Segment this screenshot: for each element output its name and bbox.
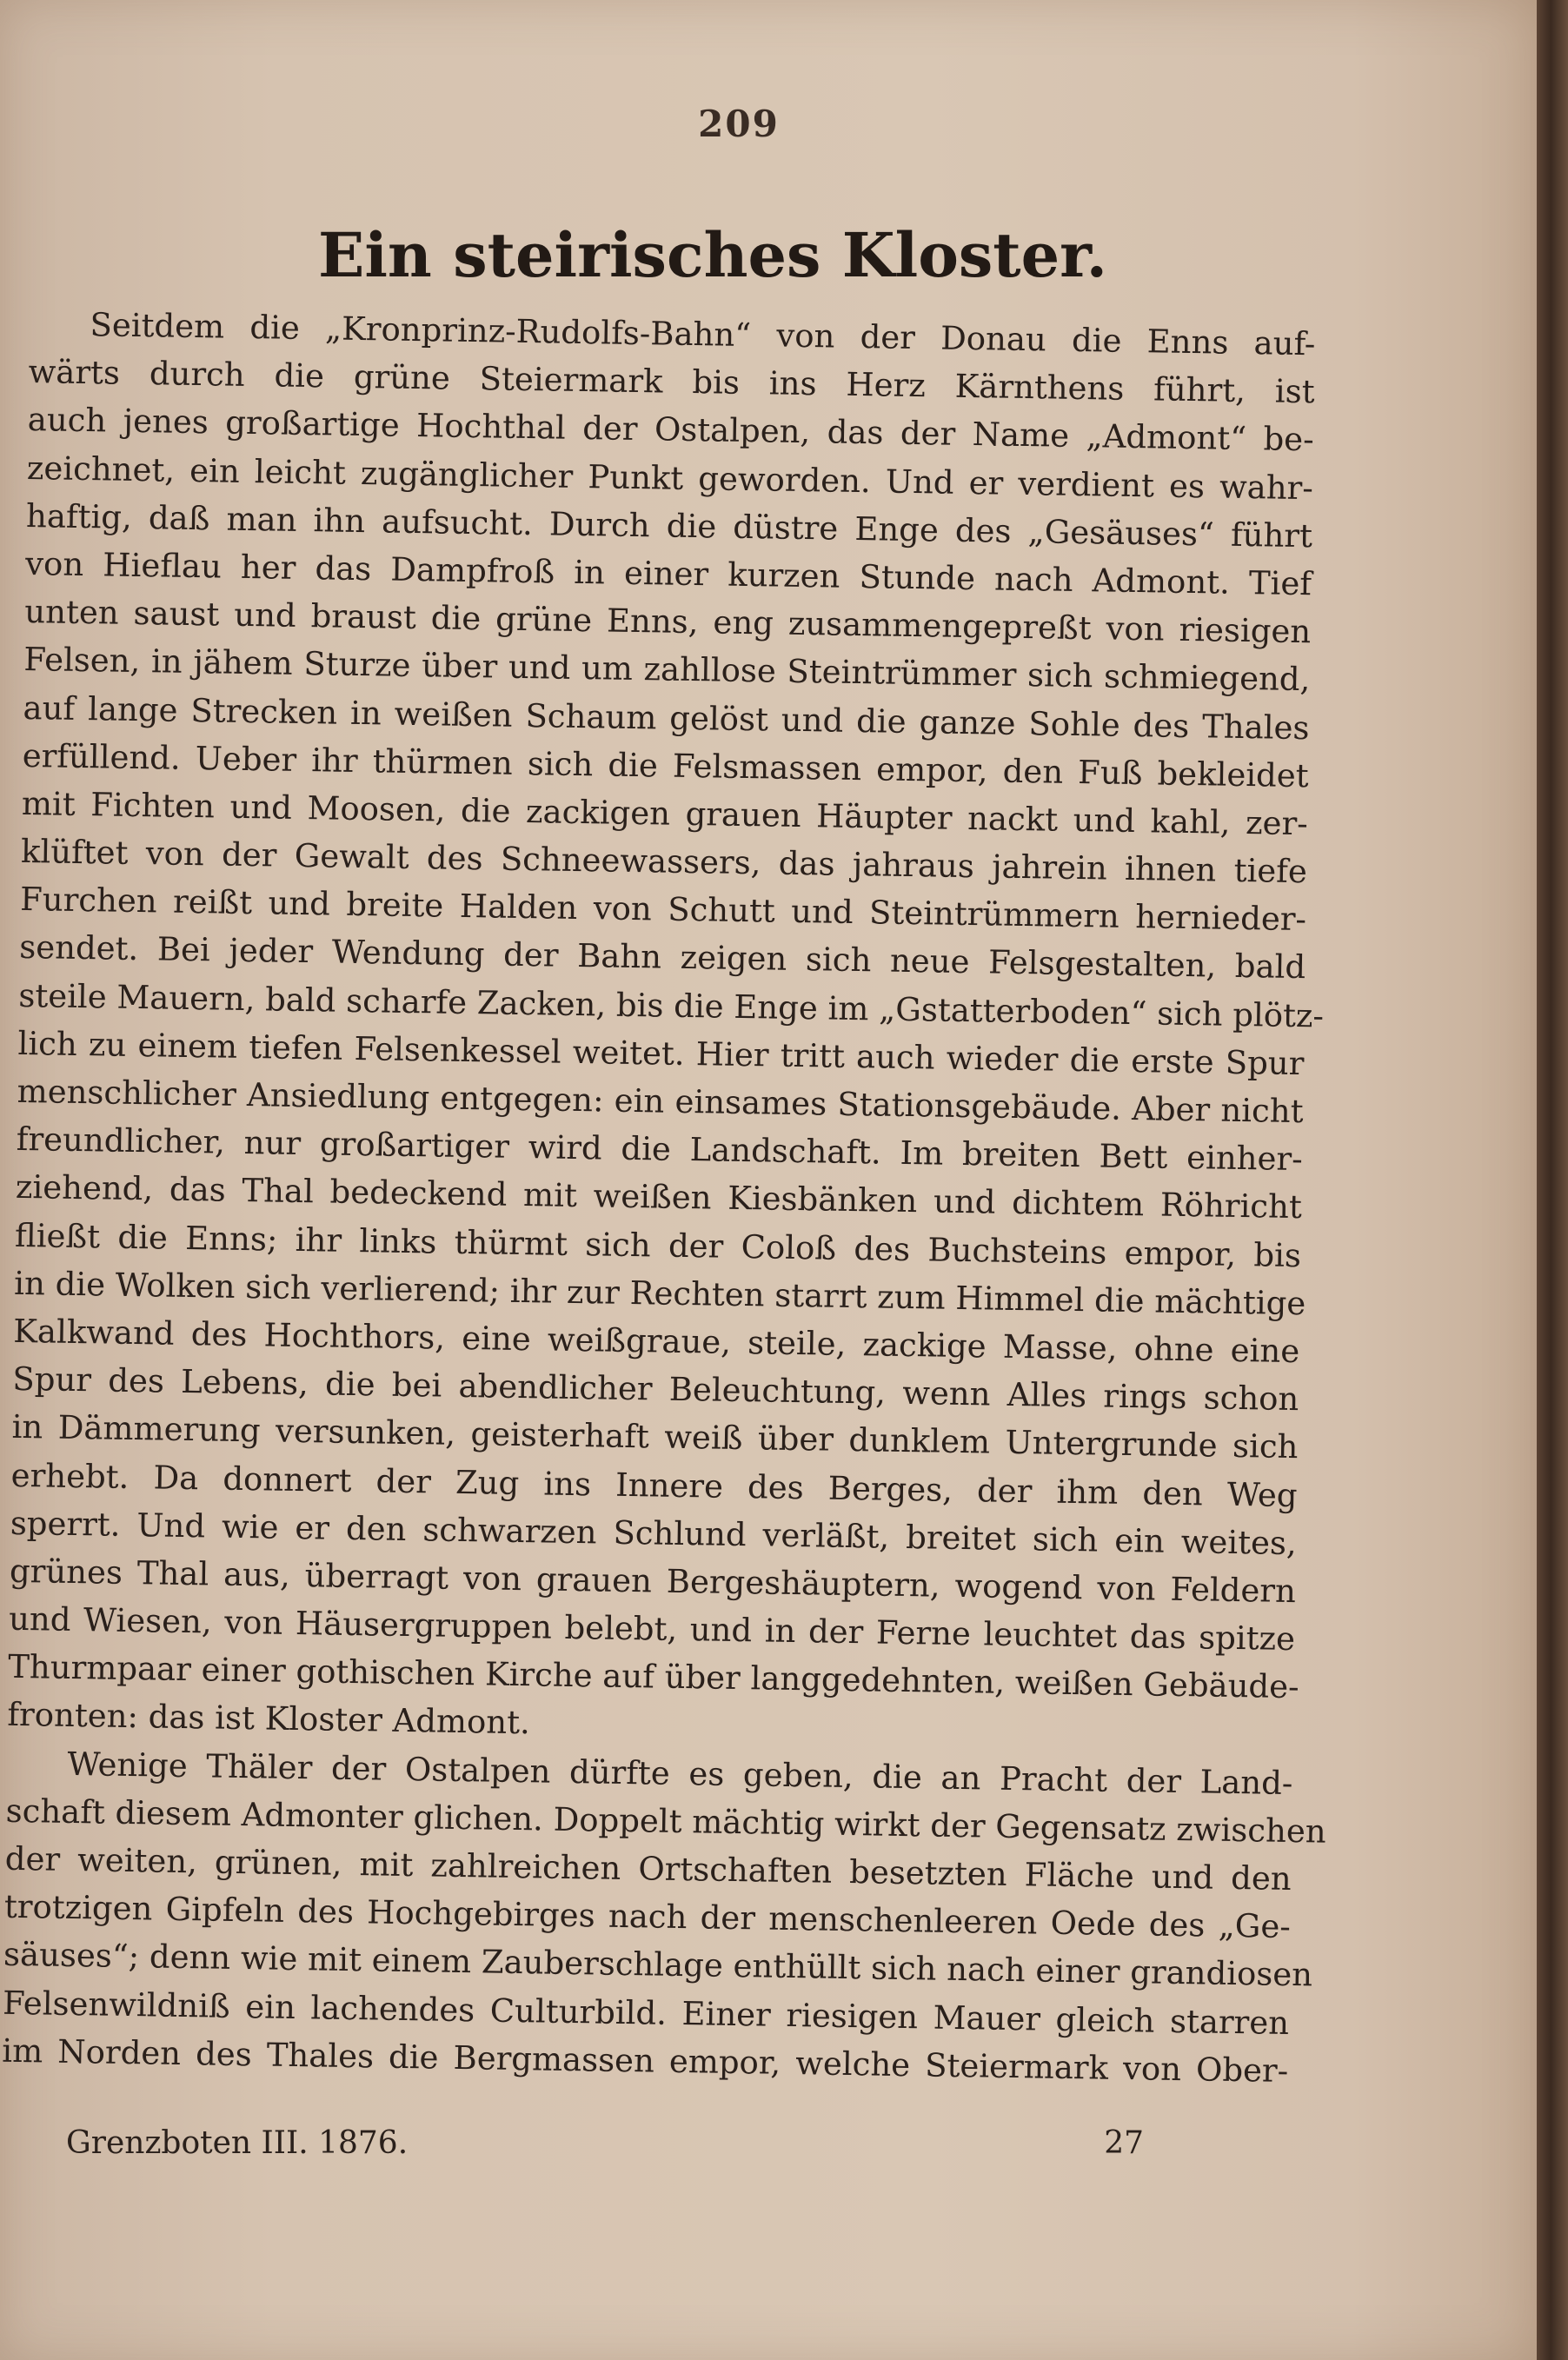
text-line: grünes Thal aus, überragt von grauen Bergeshäuptern, wogend von Feldern (9, 1552, 1297, 1610)
text-line: Seitdem die „Kronprinz-Rudolfs-Bahn“ von der Donau die Enns auf- (90, 306, 1316, 363)
text-line: Kalkwand des Hochthors, eine weißgraue, steile, zackige Masse, ohne eine (13, 1312, 1300, 1371)
text-line: im Norden des Thales die Bergmassen empor, welche Steiermark von Ober- (2, 2031, 1289, 2090)
text-line: steile Mauern, bald scharfe Zacken, bis die Enge im „Gstatterboden“ sich plötz- (18, 976, 1325, 1035)
book-spine-edge (1537, 0, 1568, 2360)
footer-signature: 27 (1104, 2125, 1144, 2161)
text-line: von Hieflau her das Dampfroß in einer kurzen Stunde nach Admont. Tief (24, 544, 1312, 603)
text-line: fließt die Enns; ihr links thürmt sich der Coloß des Buchsteins empor, bis (14, 1216, 1302, 1274)
page-number: 209 (698, 103, 780, 145)
text-line: sendet. Bei jeder Wendung der Bahn zeigen sich neue Felsgestalten, bald (18, 928, 1306, 987)
text-line: auf lange Strecken in weißen Schaum gelöst und die ganze Sohle des Thales (23, 688, 1310, 747)
text-line: in Dämmerung versunken, geisterhaft weiß über dunklem Untergrunde sich (11, 1408, 1299, 1466)
text-line: klüftet von der Gewalt des Schneewassers, das jahraus jahrein ihnen tiefe (20, 832, 1308, 891)
article-title: Ein steirisches Kloster. (317, 219, 1108, 291)
text-line: säuses“; denn wie mit einem Zauberschlage enthüllt sich nach einer grandiosen (3, 1936, 1313, 1994)
text-line: mit Fichten und Moosen, die zackigen grauen Häupter nackt und kahl, zer- (21, 784, 1309, 843)
text-line: Felsen, in jähem Sturze über und um zahllose Steintrümmer sich schmiegend, (23, 641, 1311, 699)
text-line: und Wiesen, von Häusergruppen belebt, und in der Ferne leuchtet das spitze (8, 1599, 1296, 1659)
text-line: Wenige Thäler der Ostalpen dürfte es geben, die an Pracht der Land- (67, 1745, 1293, 1802)
text-line: auch jenes großartige Hochthal der Ostalpen, das der Name „Admont“ be- (27, 401, 1314, 459)
text-line: unten saust und braust die grüne Enns, eng zusammengepreßt von riesigen (24, 593, 1312, 651)
text-line: trotzigen Gipfeln des Hochgebirges nach der menschenleeren Oede des „Ge- (3, 1887, 1292, 1946)
footer-publication: Grenzboten III. 1876. (66, 2125, 409, 2161)
text-line: erhebt. Da donnert der Zug ins Innere des Berges, der ihm den Weg (10, 1456, 1298, 1514)
text-line: haftig, daß man ihn aufsucht. Durch die düstre Enge des „Gesäuses“ führt (25, 496, 1313, 555)
text-line: Furchen reißt und breite Halden von Schutt und Steintrümmern hernieder- (19, 881, 1307, 939)
text-line: lich zu einem tiefen Felsenkessel weitet. Hier tritt auch wieder die erste Spur (17, 1024, 1305, 1082)
text-line: wärts durch die grüne Steiermark bis ins Herz Kärnthens führt, ist (28, 353, 1315, 411)
text-line: der weiten, grünen, mit zahlreichen Ortschaften besetzten Fläche und den (4, 1839, 1292, 1898)
text-line: erfüllend. Ueber ihr thürmen sich die Felsmassen empor, den Fuß bekleidet (22, 736, 1309, 794)
text-line: ziehend, das Thal bedeckend mit weißen Kiesbänken und dichtem Röhricht (15, 1168, 1303, 1227)
text-line: freundlicher, nur großartiger wird die Landschaft. Im breiten Bett einher- (16, 1120, 1303, 1179)
text-line: schaft diesem Admonter glichen. Doppelt mächtig wirkt der Gegensatz zwischen (5, 1792, 1326, 1851)
article-body (2, 300, 1326, 2095)
text-line: zeichnet, ein leicht zugänglicher Punkt geworden. Und er verdient es wahr- (26, 449, 1314, 507)
text-line: menschlicher Ansiedlung entgegen: ein einsames Stationsgebäude. Aber nicht (17, 1072, 1304, 1131)
text-line: sperrt. Und wie er den schwarzen Schlund verläßt, breitet sich ein weites, (10, 1504, 1298, 1562)
text-line: Thurmpaar einer gothischen Kirche auf über langgedehnten, weißen Gebäude- (7, 1648, 1299, 1706)
text-line: Spur des Lebens, die bei abendlicher Beleuchtung, wenn Alles rings schon (12, 1359, 1299, 1419)
text-line: Felsenwildniß ein lachendes Culturbild. Einer riesigen Mauer gleich starren (2, 1984, 1290, 2042)
text-line: in die Wolken sich verlierend; ihr zur Rechten starrt zum Himmel die mächtige (13, 1264, 1306, 1322)
text-line: fronten: das ist Kloster Admont. (7, 1696, 531, 1742)
